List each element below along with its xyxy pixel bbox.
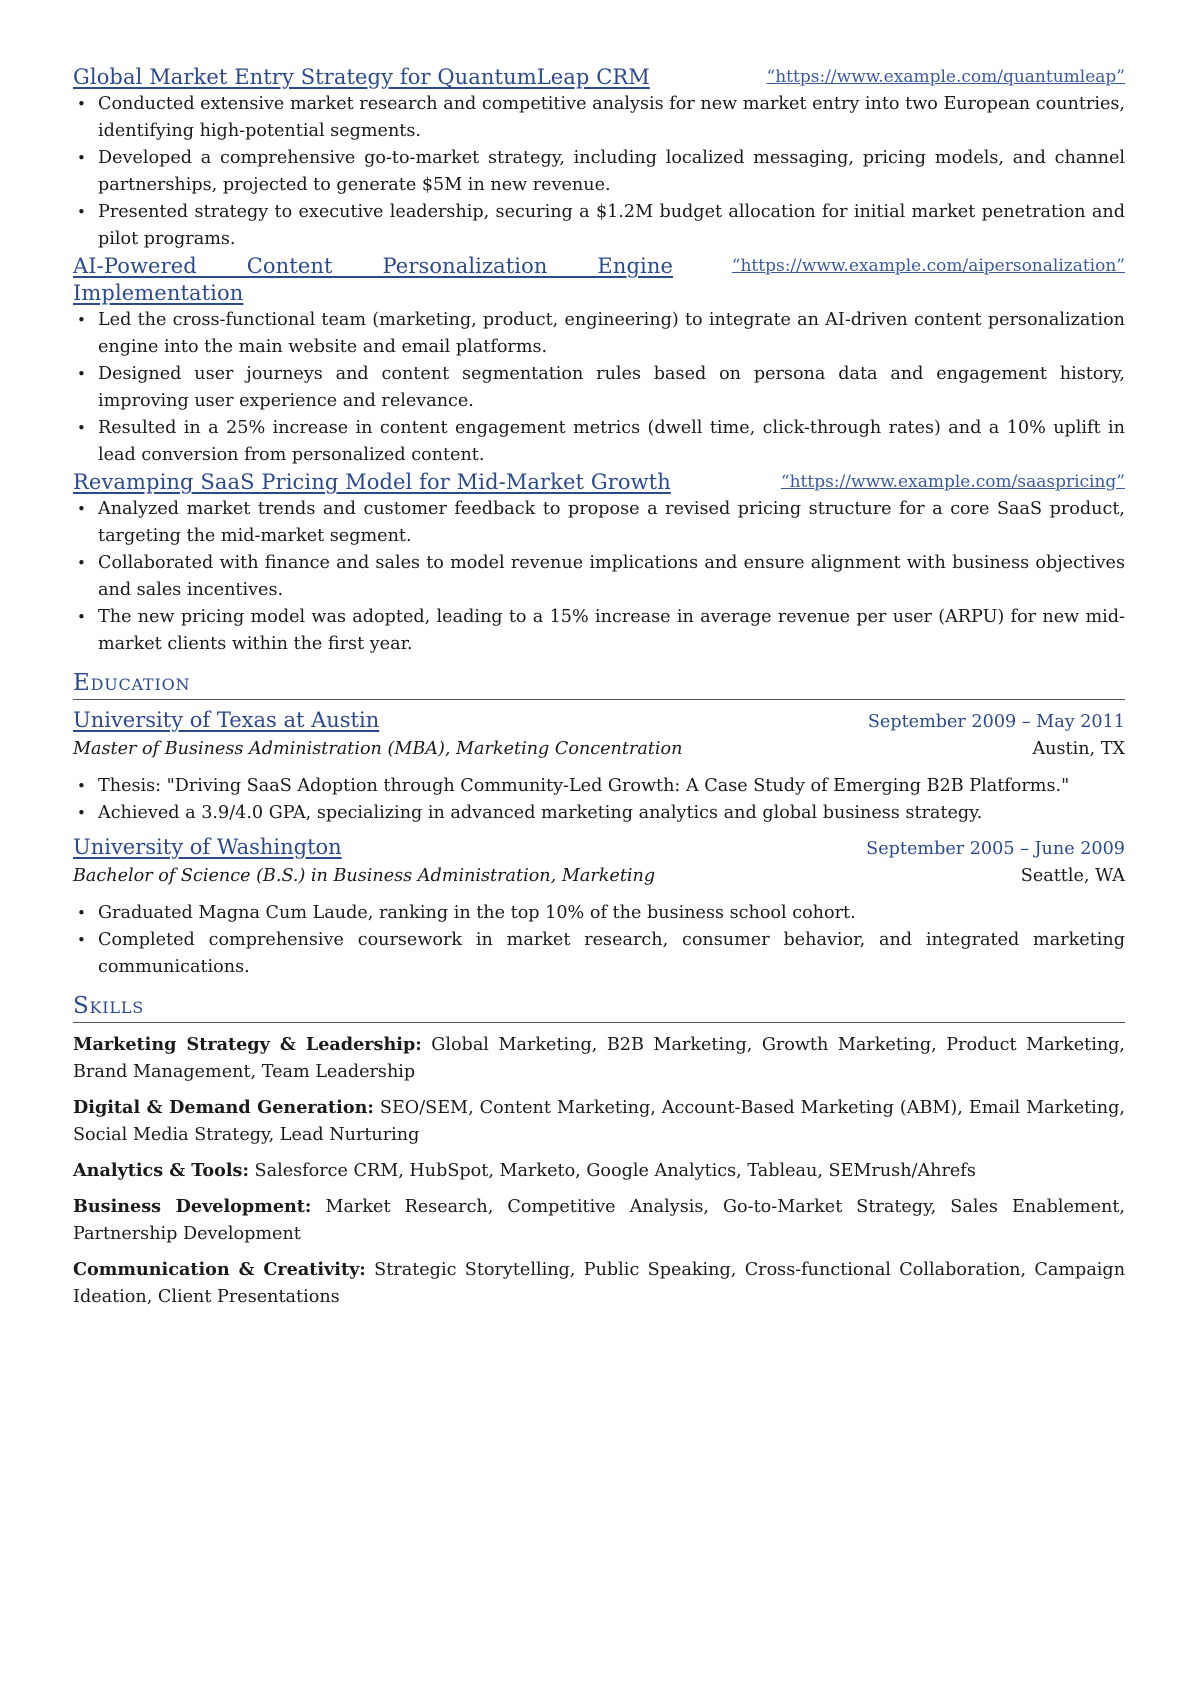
bullet-item: • The new pricing model was adopted, leading to a 15% increase in average revenue per user (ARPU) for new mid-market clients within the first year. — [73, 604, 1125, 658]
project-entry — [73, 253, 1125, 469]
education-entry — [73, 706, 1125, 827]
education-subheader — [73, 736, 1125, 763]
bullet-item: • Conducted extensive market research and competitive analysis for new market entry into two European countries, identifying high-potential segments. — [73, 91, 1125, 145]
skill-list: Market Research, Competitive Analysis, Go-to-Market Strategy, Sales Enablement, Partnership Development — [73, 1197, 1126, 1244]
skill-category: Marketing Strategy & Leadership: — [73, 1034, 422, 1055]
project-title-link[interactable]: Global Market Entry Strategy for QuantumLeap CRM — [73, 65, 650, 89]
education-header — [73, 706, 1125, 736]
skill-category: Analytics & Tools: — [73, 1160, 249, 1181]
education-section-title: Education — [73, 668, 1125, 700]
skill-row — [73, 1031, 1125, 1086]
project-header — [73, 469, 1125, 496]
education-location: Austin, TX — [1032, 739, 1125, 759]
skill-list: Global Marketing, B2B Marketing, Growth Marketing, Product Marketing, Brand Management, Team Leadership — [73, 1035, 1126, 1082]
project-bullets — [73, 307, 1125, 469]
skill-row — [73, 1256, 1125, 1311]
bullet-item: • Designed user journeys and content segmentation rules based on persona data and engagement history, improving user experience and relevance. — [73, 361, 1125, 415]
bullet-item: • Developed a comprehensive go-to-market strategy, including localized messaging, pricing models, and channel partnerships, projected to generate $5M in new revenue. — [73, 145, 1125, 199]
degree-name: Bachelor of Science (B.S.) in Business Administration, Marketing — [73, 866, 656, 886]
degree-name: Master of Business Administration (MBA), Marketing Concentration — [73, 739, 683, 759]
bullet-item: • Completed comprehensive coursework in market research, consumer behavior, and integrated marketing communications. — [73, 927, 1125, 981]
bullet-item: • Collaborated with finance and sales to model revenue implications and ensure alignment with business objectives and sales incentives. — [73, 550, 1125, 604]
skill-category: Communication & Creativity: — [73, 1259, 366, 1280]
bullet-item: • Led the cross-functional team (marketing, product, engineering) to integrate an AI-driven content personalization engine into the main website and email platforms. — [73, 307, 1125, 361]
education-entry — [73, 833, 1125, 981]
bullet-item: • Resulted in a 25% increase in content engagement metrics (dwell time, click-through rates) and a 10% uplift in lead conversion from personalized content. — [73, 415, 1125, 469]
bullet-item: • Thesis: "Driving SaaS Adoption through Community-Led Growth: A Case Study of Emerging B2B Platforms." — [73, 773, 1125, 800]
bullet-item: • Graduated Magna Cum Laude, ranking in the top 10% of the business school cohort. — [73, 900, 1125, 927]
skills-section-title: Skills — [73, 991, 1125, 1023]
education-header — [73, 833, 1125, 863]
skill-row — [73, 1157, 1125, 1185]
skill-list: SEO/SEM, Content Marketing, Account-Based Marketing (ABM), Email Marketing, Social Media Strategy, Lead Nurturing — [73, 1098, 1125, 1145]
education-location: Seattle, WA — [1020, 866, 1125, 886]
project-header — [73, 64, 1125, 91]
project-title-link[interactable]: AI-Powered Content Personalization Engine Implementation — [73, 254, 673, 305]
project-entry — [73, 469, 1125, 658]
education-subheader — [73, 863, 1125, 890]
project-title-link[interactable]: Revamping SaaS Pricing Model for Mid-Market Growth — [73, 470, 671, 494]
education-dates: September 2005 – June 2009 — [866, 839, 1125, 859]
resume-page — [73, 64, 1125, 1311]
project-url-link[interactable]: “https://www.example.com/quantumleap” — [766, 67, 1125, 87]
project-bullets — [73, 91, 1125, 253]
project-entry — [73, 64, 1125, 253]
skill-row — [73, 1094, 1125, 1149]
skill-category: Digital & Demand Generation: — [73, 1097, 374, 1118]
bullet-item: • Analyzed market trends and customer feedback to propose a revised pricing structure for a core SaaS product, targeting the mid-market segment. — [73, 496, 1125, 550]
bullet-item: • Achieved a 3.9/4.0 GPA, specializing in advanced marketing analytics and global business strategy. — [73, 800, 1125, 827]
skill-list: Salesforce CRM, HubSpot, Marketo, Google Analytics, Tableau, SEMrush/Ahrefs — [254, 1161, 976, 1181]
project-bullets — [73, 496, 1125, 658]
project-url-link[interactable]: “https://www.example.com/saaspricing” — [780, 472, 1125, 492]
school-name-link[interactable]: University of Washington — [73, 835, 342, 859]
project-header — [73, 253, 1125, 307]
education-dates: September 2009 – May 2011 — [867, 712, 1125, 732]
education-bullets — [73, 900, 1125, 981]
skill-row — [73, 1193, 1125, 1248]
skill-list: Strategic Storytelling, Public Speaking, Cross-functional Collaboration, Campaign Ideation, Client Presentations — [73, 1260, 1126, 1307]
education-bullets — [73, 773, 1125, 827]
bullet-item: • Presented strategy to executive leadership, securing a $1.2M budget allocation for initial market penetration and pilot programs. — [73, 199, 1125, 253]
project-url-link[interactable]: “https://www.example.com/aipersonalization” — [731, 256, 1125, 276]
skill-category: Business Development: — [73, 1196, 312, 1217]
school-name-link[interactable]: University of Texas at Austin — [73, 708, 380, 732]
